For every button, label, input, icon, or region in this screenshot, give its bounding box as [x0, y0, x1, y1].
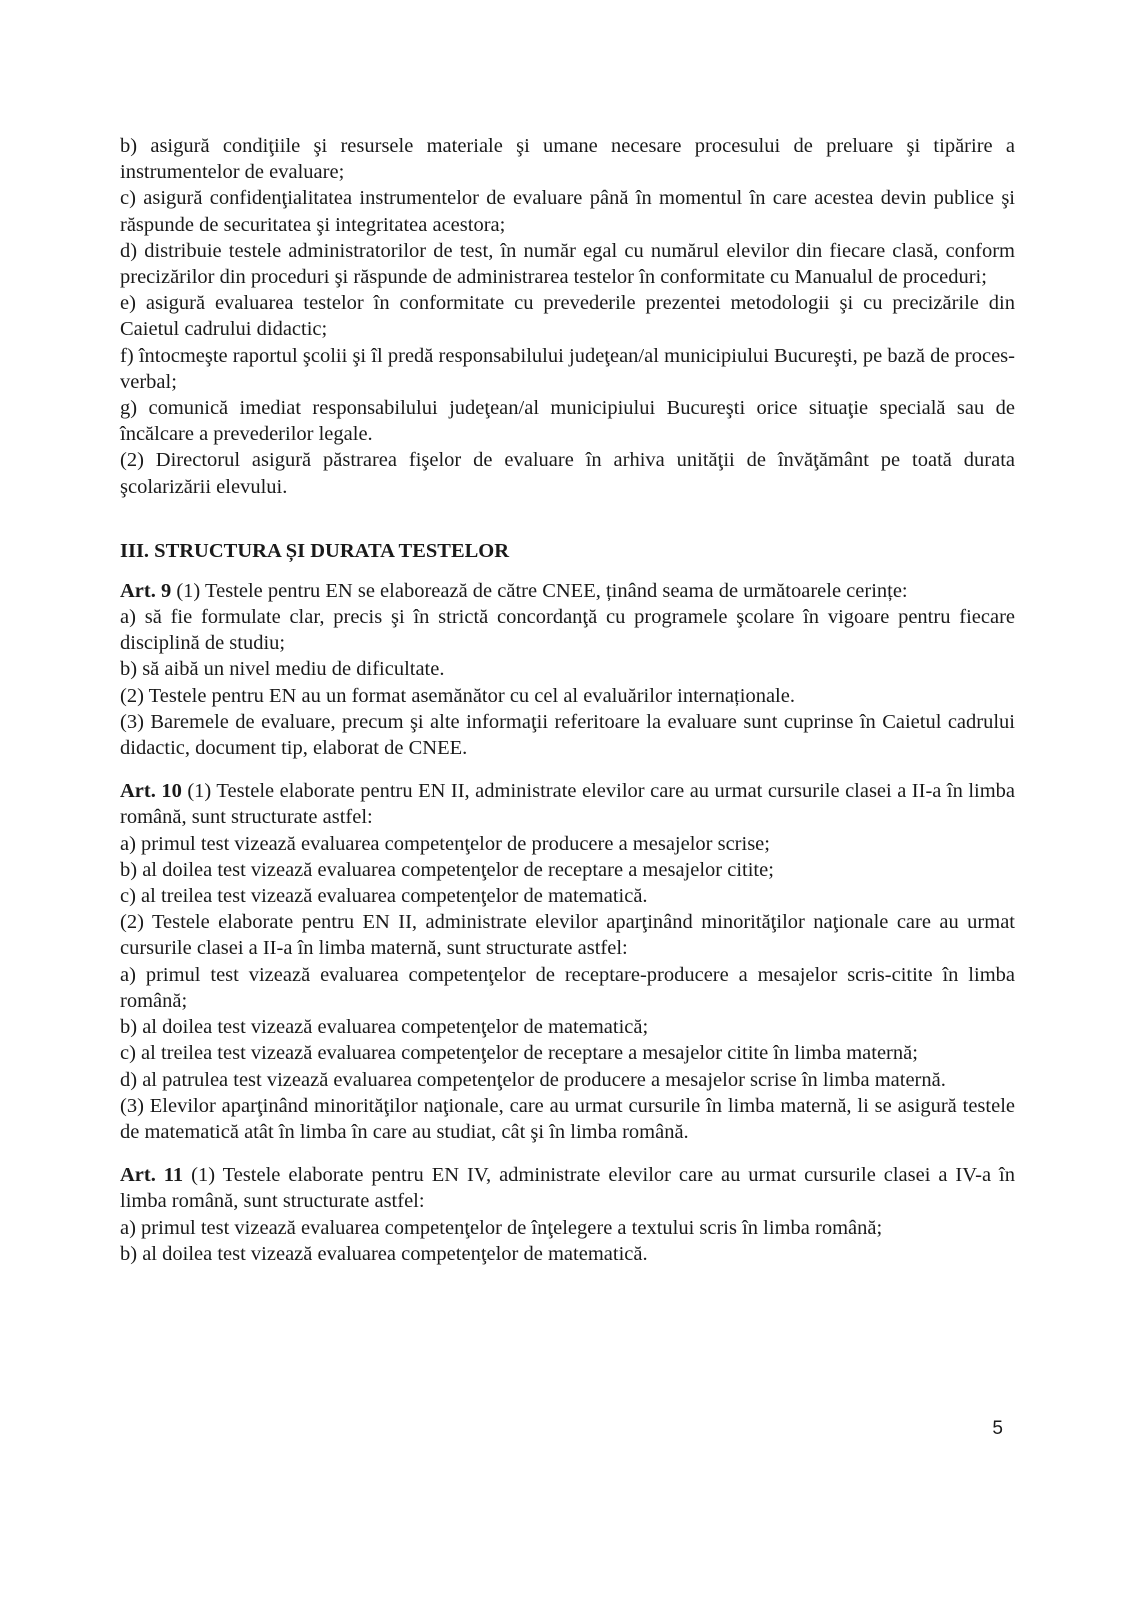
article-line: a) primul test vizează evaluarea competenţelor de producere a mesajelor scrise;: [120, 832, 770, 855]
spacer: [120, 1145, 1015, 1162]
paragraph: f) întocmeşte raportul şcolii şi îl predă responsabilului judeţean/al municipiului Bucureşti, pe bază de proces-verbal;: [120, 344, 1015, 393]
article-line: b) al doilea test vizează evaluarea competenţelor de matematică;: [120, 1016, 649, 1039]
paragraph: (2) Directorul asigură păstrarea fişelor de evaluare în arhiva unităţii de învăţământ pe toată durata şcolarizării elevului.: [120, 449, 1015, 498]
section-top: [120, 133, 1015, 500]
article-11: [120, 1162, 1015, 1267]
article-line: c) al treilea test vizează evaluarea competenţelor de receptare a mesajelor citite în limba maternă;: [120, 1042, 918, 1065]
article-line: a) să fie formulate clar, precis şi în strictă concordanţă cu programele şcolare în vigoare pentru fiecare disciplină de studiu;: [120, 606, 1015, 655]
article-intro-text: (1) Testele elaborate pentru EN II, administrate elevilor care au urmat cursurile clasei a II-a în limba română, sunt structurate astfel:: [120, 780, 1015, 829]
paragraph: b) asigură condiţiile şi resursele materiale şi umane necesare procesului de preluare şi tipărire a instrumentelor de evaluare;: [120, 135, 1015, 184]
paragraph: c) asigură confidenţialitatea instrumentelor de evaluare până în momentul în care acestea devin publice şi răspunde de securitatea şi integritatea acestora;: [120, 187, 1015, 236]
article-line: b) să aibă un nivel mediu de dificultate.: [120, 658, 445, 681]
article-intro-text: (1) Testele pentru EN se elaborează de către CNEE, ținând seama de următoarele cerințe:: [171, 579, 908, 602]
article-line: (3) Baremele de evaluare, precum şi alte informaţii referitoare la evaluare sunt cuprinse în Caietul cadrului didactic, document tip, elaborat de CNEE.: [120, 710, 1015, 760]
section-heading: III. STRUCTURA ȘI DURATA TESTELOR: [120, 539, 510, 562]
article-label: Art. 10: [120, 780, 182, 803]
article-line: b) al doilea test vizează evaluarea competenţelor de receptare a mesajelor citite;: [120, 858, 774, 881]
article-intro-text: (1) Testele elaborate pentru EN IV, administrate elevilor care au urmat cursurile clasei a IV-a în limba română, sunt structurate astfel:: [120, 1164, 1015, 1213]
article-intro: [120, 578, 1015, 604]
article-intro: [120, 778, 1015, 830]
article-line: (2) Testele elaborate pentru EN II, administrate elevilor aparţinând minorităţilor naţionale care au urmat cursurile clasei a II-a în limba maternă, sunt structurate astfel:: [120, 911, 1015, 960]
paragraph: e) asigură evaluarea testelor în conformitate cu prevederile prezentei metodologii şi cu precizările din Caietul cadrului didactic;: [120, 292, 1015, 341]
document-body: [120, 133, 1015, 1267]
page-number: 5: [992, 1418, 1003, 1439]
article-line: (2) Testele pentru EN au un format asemănător cu cel al evaluărilor internaționale.: [120, 684, 795, 707]
article-intro: [120, 1162, 1015, 1214]
paragraph: g) comunică imediat responsabilului judeţean/al municipiului Bucureşti orice situaţie specială sau de încălcare a prevederilor legale.: [120, 397, 1015, 446]
article-line: a) primul test vizează evaluarea competenţelor de receptare-producere a mesajelor scris-citite în limba română;: [120, 963, 1015, 1012]
article-label: Art. 11: [120, 1164, 184, 1187]
article-line: d) al patrulea test vizează evaluarea competenţelor de producere a mesajelor scrise în limba maternă.: [120, 1068, 946, 1091]
article-label: Art. 9: [120, 579, 172, 602]
spacer: [120, 761, 1015, 778]
article-line: c) al treilea test vizează evaluarea competenţelor de matematică.: [120, 885, 648, 908]
article-10: [120, 778, 1015, 1145]
paragraph: d) distribuie testele administratorilor de test, în număr egal cu numărul elevilor din fiecare clasă, conform precizărilor din proceduri şi răspunde de administrarea testelor în conformitate cu Manualul de proceduri;: [120, 239, 1015, 289]
article-line: (3) Elevilor aparţinând minorităţilor naţionale, care au urmat cursurile în limba maternă, li se asigură testele de matematică atât în limba în care au studiat, cât şi în limba română.: [120, 1094, 1015, 1143]
article-9: [120, 578, 1015, 761]
article-line: a) primul test vizează evaluarea competenţelor de înţelegere a textului scris în limba română;: [120, 1216, 883, 1239]
article-line: b) al doilea test vizează evaluarea competenţelor de matematică.: [120, 1242, 648, 1265]
